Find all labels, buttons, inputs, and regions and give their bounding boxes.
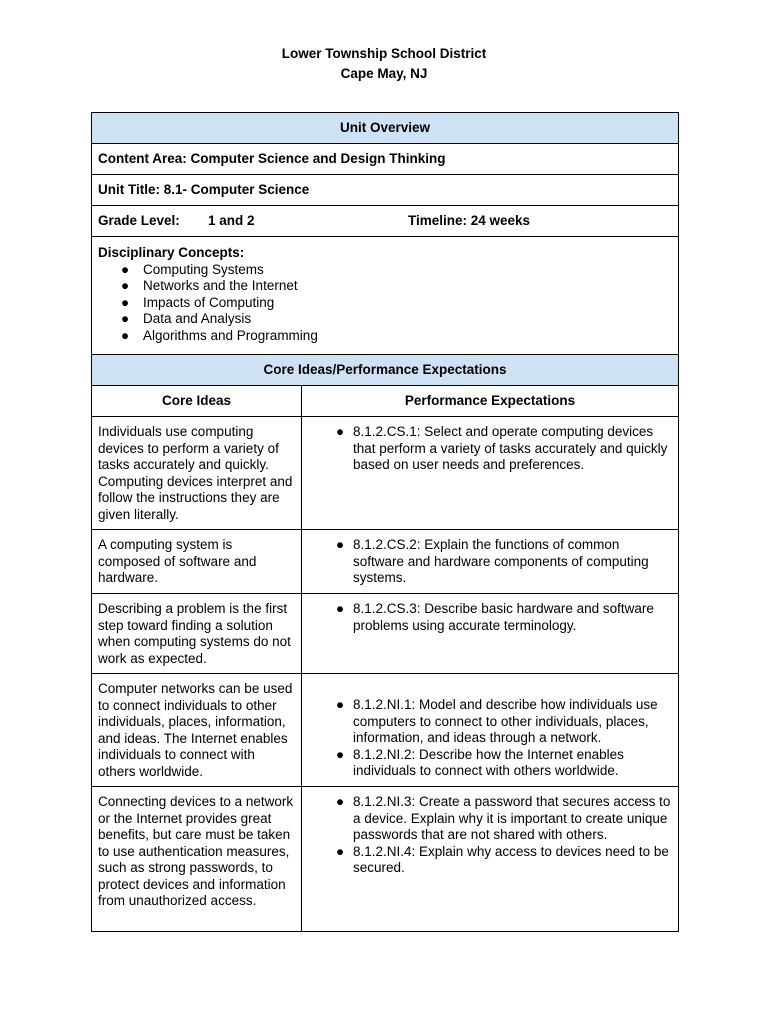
bullet-icon: ● (336, 794, 345, 809)
bullet-icon: ● (336, 601, 345, 616)
content-area: Content Area: Computer Science and Design Thinking (92, 144, 679, 175)
bullet-icon: ● (336, 697, 345, 712)
core-ideas-column-header: Core Ideas (92, 386, 302, 417)
core-idea: Computer networks can be used to connect individuals to other individuals, places, information, and ideas. The Internet enables individuals to connect with others worldwide. (92, 674, 302, 787)
bullet-icon: ● (336, 843, 345, 859)
core-ideas-heading: Core Ideas/Performance Expectations (92, 355, 679, 386)
grade-timeline-row (92, 206, 679, 237)
document-header (0, 44, 768, 84)
core-idea: Individuals use computing devices to perform a variety of tasks accurately and quickly. Computing devices interpret and follow the instructions they are given literally. (92, 417, 302, 530)
table-row (92, 594, 679, 674)
performance-expectations (302, 787, 679, 932)
unit-title: Unit Title: 8.1- Computer Science (92, 175, 679, 206)
table-row (92, 530, 679, 594)
core-idea: Describing a problem is the first step toward finding a solution when computing systems do not work as expected. (92, 594, 302, 674)
grade-level-value: 1 and 2 (208, 212, 255, 228)
bullet-icon: ● (121, 278, 130, 293)
list-item: ● 8.1.2.CS.3: Describe basic hardware and software problems using accurate terminology. (336, 601, 654, 633)
concepts-list (98, 262, 672, 345)
table-row (92, 417, 679, 530)
disciplinary-concepts (92, 237, 679, 355)
grade-level-label: Grade Level: (98, 212, 180, 228)
list-item: ● Impacts of Computing (121, 294, 275, 310)
performance-expectations (302, 417, 679, 530)
performance-expectations (302, 674, 679, 787)
bullet-icon: ● (121, 327, 130, 343)
list-item: ● 8.1.2.CS.2: Explain the functions of common software and hardware components of computing systems. (336, 537, 649, 585)
table-row (92, 787, 679, 932)
timeline: Timeline: 24 weeks (408, 212, 531, 228)
core-idea: A computing system is composed of software and hardware. (92, 530, 302, 594)
bullet-icon: ● (121, 311, 130, 326)
list-item: ● Computing Systems (121, 261, 264, 277)
performance-expectations-column-header: Performance Expectations (302, 386, 679, 417)
district-location: Cape May, NJ (340, 66, 428, 81)
list-item: ● Algorithms and Programming (121, 327, 318, 343)
list-item: ● Networks and the Internet (121, 278, 298, 293)
list-item: ● Data and Analysis (121, 311, 252, 326)
bullet-icon: ● (121, 294, 130, 310)
concepts-title: Disciplinary Concepts: (98, 245, 245, 260)
performance-expectations (302, 530, 679, 594)
bullet-icon: ● (121, 261, 130, 277)
unit-overview-table (91, 112, 679, 932)
bullet-icon: ● (336, 746, 345, 762)
district-name: Lower Township School District (281, 46, 487, 61)
list-item: ● 8.1.2.NI.4: Explain why access to devices need to be secured. (336, 843, 669, 875)
list-item: ● 8.1.2.NI.3: Create a password that secures access to a device. Explain why it is important to create unique passwords that are not shared with others. (336, 794, 671, 842)
unit-overview-heading: Unit Overview (92, 113, 679, 144)
table-row (92, 674, 679, 787)
list-item: ● 8.1.2.CS.1: Select and operate computing devices that perform a variety of tasks accurately and quickly based on user needs and preferences. (336, 424, 668, 472)
performance-expectations (302, 594, 679, 674)
list-item: ● 8.1.2.NI.2: Describe how the Internet enables individuals to connect with others worldwide. (336, 746, 624, 778)
core-idea: Connecting devices to a network or the Internet provides great benefits, but care must be taken to use authentication measures, such as strong passwords, to protect devices and information from unauthorized access. (92, 787, 302, 932)
bullet-icon: ● (336, 537, 345, 552)
bullet-icon: ● (336, 424, 345, 439)
list-item: ● 8.1.2.NI.1: Model and describe how individuals use computers to connect to other individuals, places, information, and ideas through a network. (336, 697, 658, 745)
